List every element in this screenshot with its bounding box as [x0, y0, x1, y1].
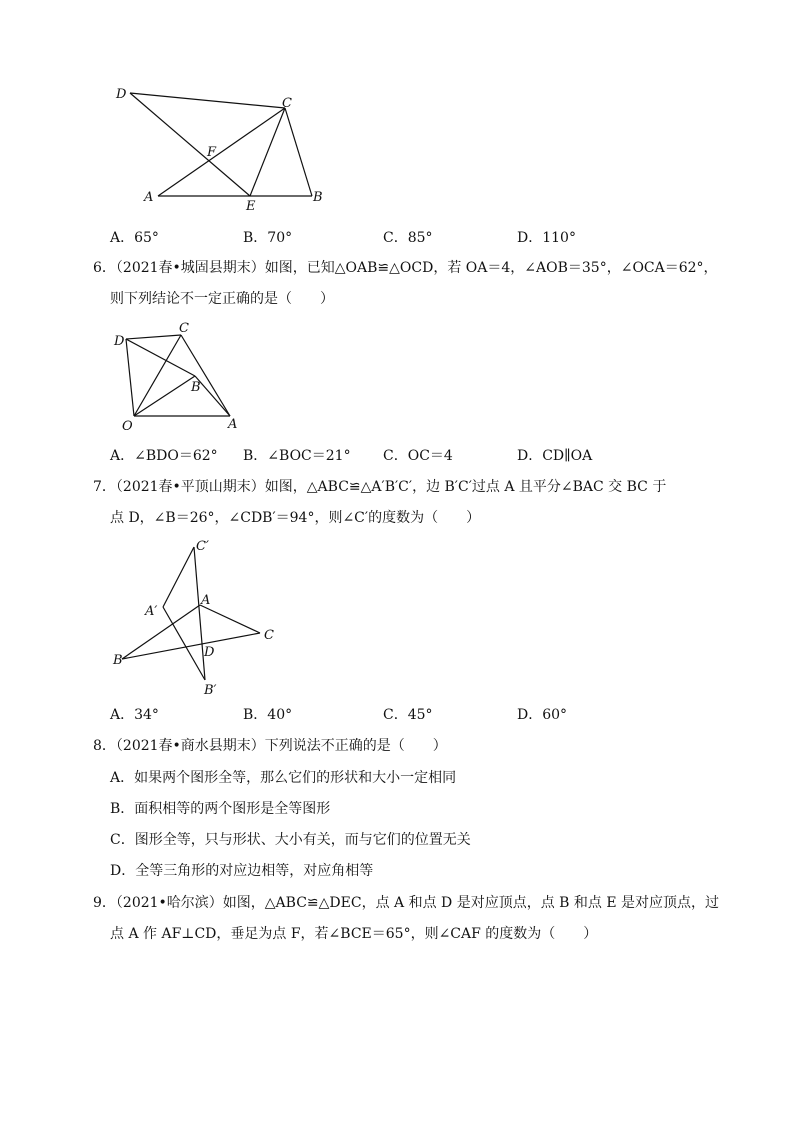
q7-option-a[interactable]: A．34°: [110, 707, 159, 723]
q7-option-d[interactable]: D．60°: [517, 707, 568, 723]
figure-q5: [100, 80, 340, 215]
q8-stem: 8．（2021春•商水县期末）下列说法不正确的是（ ）: [93, 738, 447, 754]
q5-option-d[interactable]: D．110°: [517, 230, 576, 246]
q6-option-d[interactable]: D．CD∥OA: [517, 448, 593, 464]
q7-stem-line2: 点 D，∠B＝26°，∠CDB′＝94°，则∠C′的度数为（ ）: [110, 510, 481, 526]
q6-option-b[interactable]: B．∠BOC＝21°: [243, 448, 351, 464]
label-Bp: B′: [204, 683, 217, 698]
q6-stem-line2: 则下列结论不一定正确的是（ ）: [110, 291, 334, 307]
q8-option-d[interactable]: D．全等三角形的对应边相等，对应角相等: [110, 863, 374, 879]
q5-option-a[interactable]: A．65°: [110, 230, 159, 246]
label-A: A: [201, 593, 211, 608]
label-D: D: [204, 645, 215, 660]
label-B: B: [191, 380, 201, 395]
label-Cp: C′: [196, 539, 209, 554]
label-E: E: [246, 199, 256, 214]
q6-option-c[interactable]: C．OC＝4: [383, 448, 453, 464]
q9-stem-line2: 点 A 作 AF⊥CD，垂足为点 F，若∠BCE＝65°，则∠CAF 的度数为（ ）: [110, 926, 598, 942]
label-D: D: [116, 87, 127, 102]
label-D: D: [114, 334, 125, 349]
q6-stem-line1: 6．（2021春•城固县期末）如图，已知△OAB≌△OCD，若 OA＝4，∠AOB＝35°，∠OCA＝62°，: [93, 260, 718, 276]
label-C: C: [264, 628, 274, 643]
figure-q7: [100, 535, 290, 700]
label-B: B: [113, 653, 123, 668]
label-C: C: [179, 321, 189, 336]
label-O: O: [122, 419, 133, 434]
label-B: B: [313, 190, 323, 205]
q9-stem-line1: 9．（2021•哈尔滨）如图，△ABC≌△DEC，点 A 和点 D 是对应顶点，点 B 和点 E 是对应顶点，过: [93, 895, 720, 911]
q8-option-c[interactable]: C．图形全等，只与形状、大小有关，而与它们的位置无关: [110, 832, 471, 848]
label-A: A: [228, 417, 238, 432]
q6-option-a[interactable]: A．∠BDO＝62°: [110, 448, 218, 464]
q8-option-a[interactable]: A．如果两个图形全等，那么它们的形状和大小一定相同: [110, 770, 457, 786]
q8-option-b[interactable]: B．面积相等的两个图形是全等图形: [110, 801, 331, 817]
label-F: F: [207, 145, 217, 160]
q7-option-c[interactable]: C．45°: [383, 707, 433, 723]
label-Ap: A′: [145, 604, 158, 619]
label-A: A: [144, 190, 154, 205]
q7-option-b[interactable]: B．40°: [243, 707, 293, 723]
q5-option-c[interactable]: C．85°: [383, 230, 433, 246]
q7-stem-line1: 7．（2021春•平顶山期末）如图，△ABC≌△A′B′C′，边 B′C′过点 A 且平分∠BAC 交 BC 于: [93, 479, 667, 495]
figure-q6: [100, 318, 260, 436]
q5-option-b[interactable]: B．70°: [243, 230, 293, 246]
label-C: C: [282, 96, 292, 111]
